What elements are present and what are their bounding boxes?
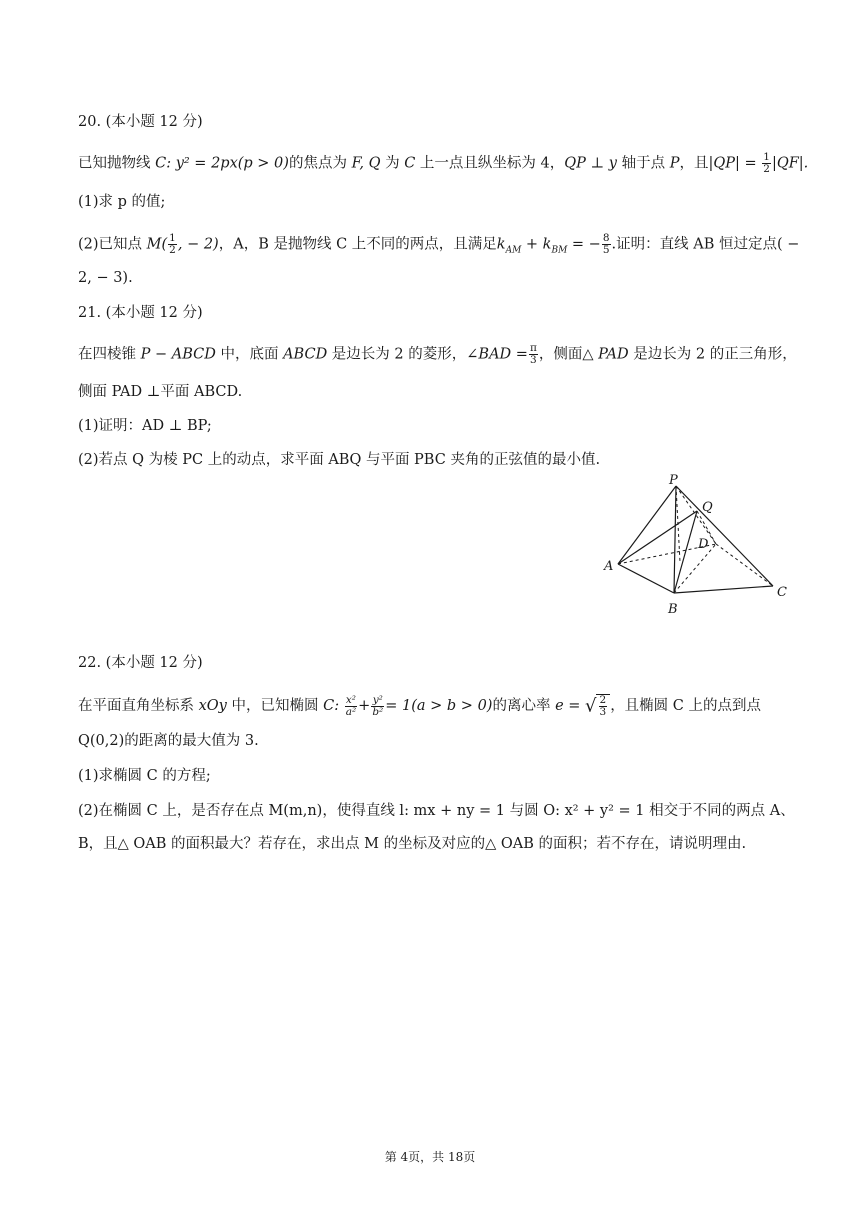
text: ，侧面△: [538, 346, 599, 363]
text: 的焦点为: [288, 155, 352, 172]
q21-part2: (2)若点 Q 为棱 PC 上的动点，求平面 ABQ 与平面 PBC 夹角的正弦值的最小值.: [78, 452, 601, 468]
q22-part2-cont: B，且△ OAB 的面积最大？若存在，求出点 M 的坐标及对应的△ OAB 的面积；若不存在，请说明理由.: [78, 836, 747, 852]
fraction: [762, 152, 771, 175]
math: P: [669, 155, 680, 172]
text: 是边长为 2 的正三角形，: [628, 346, 797, 363]
math: C:: [323, 698, 340, 714]
label-A: A: [604, 559, 614, 574]
denominator: a²: [345, 705, 357, 718]
q20-part1: (1)求 p 的值;: [78, 194, 166, 210]
math: F, Q: [351, 155, 381, 172]
q20-heading: 20. (本小题 12 分): [78, 114, 203, 130]
text: ，且椭圆 C 上的点到点: [610, 698, 761, 714]
fraction: [168, 233, 177, 256]
math: +: [358, 698, 371, 714]
math: e =: [555, 698, 581, 714]
page-footer: 第 4页，共 18页: [384, 1150, 476, 1164]
text: (2)已知点: [78, 236, 147, 253]
denominator: 2: [763, 163, 770, 175]
q20-part2: [78, 233, 799, 260]
text: .证明：直线 AB 恒过定点( −: [611, 236, 800, 253]
text: 的离心率: [492, 698, 556, 714]
math: |QP| =: [708, 155, 757, 172]
math: PAD: [598, 346, 629, 363]
numerator: 2: [599, 694, 607, 706]
q22-heading: 22. (本小题 12 分): [78, 655, 203, 671]
denominator: 2: [169, 244, 176, 256]
math: , − 2): [177, 236, 219, 253]
math: |QF|.: [771, 155, 809, 172]
label-B: B: [668, 602, 678, 617]
q21-statement: [78, 343, 797, 366]
text: 已知抛物线: [78, 155, 156, 172]
text: 中，已知椭圆: [226, 698, 324, 714]
math: xOy: [198, 698, 227, 714]
label-D: D: [698, 537, 709, 552]
q20-part2-cont: 2, − 3).: [78, 270, 133, 286]
denominator: b²: [372, 705, 384, 718]
math: + k: [521, 236, 552, 253]
label-C: C: [777, 585, 787, 600]
text: 为: [380, 155, 405, 172]
subscript: BM: [551, 245, 568, 256]
math: C: y² = 2px(p > 0): [155, 155, 289, 172]
numerator: 8: [602, 232, 610, 244]
edge-PB: [674, 486, 676, 593]
q22-part2: (2)在椭圆 C 上，是否存在点 M(m,n)，使得直线 l: mx + ny = 1 与圆 O: x² + y² = 1 相交于不同的两点 A、: [78, 803, 795, 819]
q22-part1: (1)求椭圆 C 的方程;: [78, 768, 211, 784]
math: = 1(a > b > 0): [385, 698, 493, 714]
numerator: 1: [169, 232, 176, 244]
label-Q: Q: [702, 500, 713, 515]
q21-heading: 21. (本小题 12 分): [78, 305, 203, 321]
text: 在平面直角坐标系: [78, 698, 199, 714]
edge-AB: [618, 564, 674, 593]
text: 轴于点: [616, 155, 670, 172]
fraction: [345, 695, 357, 718]
denominator: 3: [530, 354, 537, 366]
q22-statement: [78, 694, 761, 718]
math: ABCD: [283, 346, 328, 363]
edge-PA: [618, 486, 676, 564]
math: M(: [146, 236, 168, 253]
q22-statement-cont: Q(0,2)的距离的最大值为 3.: [78, 733, 259, 749]
q20-statement: [78, 152, 808, 175]
text: 在四棱锥: [78, 346, 141, 363]
math: P − ABCD: [140, 346, 216, 363]
edge-AQ: [618, 511, 697, 564]
edge-DC: [716, 544, 773, 586]
text: 上一点且纵坐标为 4，: [415, 155, 565, 172]
math: C: [404, 155, 416, 172]
numerator: y²: [372, 693, 383, 706]
numerator: x²: [345, 693, 356, 706]
edge-BC: [674, 586, 773, 593]
text: ，A，B 是抛物线 C 上不同的两点，且满足: [218, 236, 497, 253]
numerator: 1: [763, 151, 770, 163]
pyramid-figure: [596, 470, 796, 620]
math: ∠BAD =: [466, 346, 528, 363]
text: 中，底面: [215, 346, 284, 363]
text: 是边长为 2 的菱形，: [327, 346, 467, 363]
subscript: AM: [505, 245, 522, 256]
denominator: 3: [599, 706, 607, 718]
fraction: [602, 233, 611, 256]
label-P: P: [669, 473, 678, 488]
square-root: √ $\frac{2}{3}$: [585, 694, 610, 718]
math: = −: [567, 236, 601, 253]
math: k: [496, 236, 506, 253]
text: ，且: [679, 155, 709, 172]
fraction: [371, 695, 384, 718]
math: QP ⊥ y: [564, 155, 617, 172]
numerator: π: [529, 342, 537, 354]
fraction: [599, 695, 608, 718]
denominator: 5: [602, 244, 610, 256]
fraction: [529, 343, 538, 366]
q21-statement-cont: 侧面 PAD ⊥平面 ABCD.: [78, 384, 243, 400]
q21-part1: (1)证明：AD ⊥ BP;: [78, 418, 212, 434]
